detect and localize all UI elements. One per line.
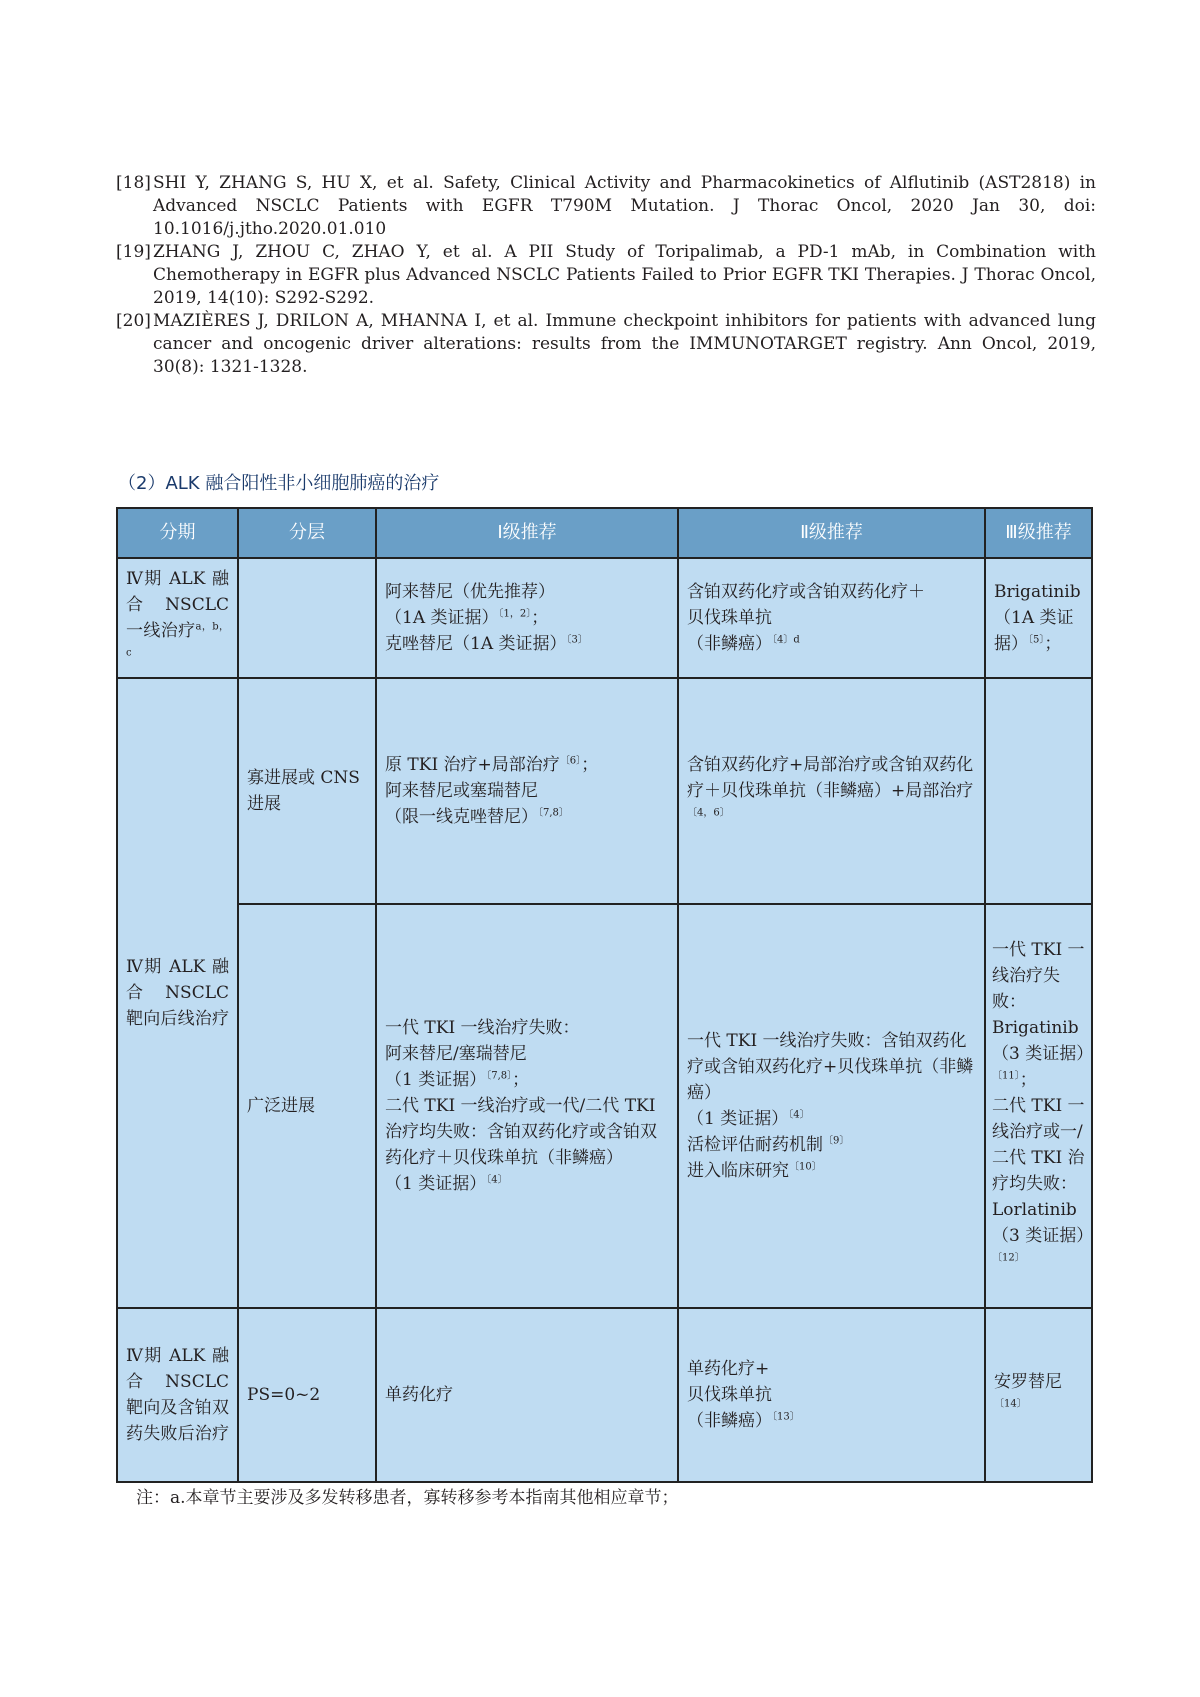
stage-cell (117, 558, 238, 678)
header-level3: Ⅲ级推荐 (985, 508, 1092, 558)
cell-line: 贝伐珠单抗 (687, 1385, 772, 1405)
reference-number: [20] (116, 311, 151, 331)
cell-line: （非鳞癌）$^{〔13〕}$ (687, 1411, 800, 1431)
cell-line: 一代 TKI 一线治疗失败：Brigatinib（3 类证据）$^{〔11〕}$； (992, 940, 1094, 1090)
level2-cell (678, 558, 985, 678)
reference-item (116, 241, 1096, 310)
cell-line: 进入临床研究$^{〔10〕}$ (687, 1161, 822, 1181)
cell-line: 二代 TKI 一线治疗或一代/二代 TKI 治疗均失败：含铂双药化疗或含铂双药化疗＋贝伐珠单抗（非鳞癌） (385, 1096, 657, 1168)
level1-cell (376, 1308, 678, 1482)
stage-cell (117, 678, 238, 1308)
layer-cell: 寡进展或 CNS 进展 (238, 678, 376, 904)
table-row (117, 558, 1092, 678)
header-level2: Ⅱ级推荐 (678, 508, 985, 558)
reference-number: [19] (116, 242, 151, 262)
section-title: （2）ALK 融合阳性非小细胞肺癌的治疗 (118, 473, 440, 494)
level2-cell (678, 904, 985, 1308)
cell-line: （1 类证据）$^{〔7,8〕}$； (385, 1070, 530, 1090)
table-header-row (117, 508, 1092, 558)
table-note: 注：a.本章节主要涉及多发转移患者，寡转移参考本指南其他相应章节； (136, 1488, 679, 1508)
reference-text: ZHANG J, ZHOU C, ZHAO Y, et al. A PII Study of Toripalimab, a PD-1 mAb, in Combination with Chemotherapy in EGFR plus Advanced NSCLC Patients Failed to Prior EGFR TKI Therapies. J Thorac Oncol, 2019, 14(10): S292-S292. (153, 242, 1096, 308)
header-layer: 分层 (238, 508, 376, 558)
cell-line: 活检评估耐药机制$^{〔9〕}$ (687, 1135, 850, 1155)
stage-text: Ⅳ期 ALK 融合 NSCLC 一线治疗$^{a,b,c}$ (126, 569, 229, 659)
level3-cell (985, 1308, 1092, 1482)
reference-number: [18] (116, 173, 151, 193)
cell-line: （限一线克唑替尼）$^{〔7,8〕}$ (385, 807, 569, 827)
cell-line: 一代 TKI 一线治疗失败：含铂双药化疗或含铂双药化疗+贝伐珠单抗（非鳞癌） (687, 1031, 974, 1103)
stage-text: Ⅳ期 ALK 融合 NSCLC 靶向及含铂双药失败后治疗 (126, 1346, 229, 1444)
cell-line: （1 类证据）$^{〔4〕}$ (687, 1109, 810, 1129)
cell-line: 安罗替尼$^{〔14〕}$ (994, 1372, 1062, 1410)
level1-cell (376, 558, 678, 678)
layer-cell: PS=0~2 (238, 1308, 376, 1482)
cell-line: Brigatinib（1A 类证据）$^{〔5〕}$； (994, 582, 1081, 654)
table-row (117, 1308, 1092, 1482)
cell-line: 二代 TKI 一线治疗或一/二代 TKI 治疗均失败：Lorlatinib（3 类证据）$^{〔12〕}$ (992, 1096, 1094, 1264)
reference-text: MAZIÈRES J, DRILON A, MHANNA I, et al. Immune checkpoint inhibitors for patients with advanced lung cancer and oncogenic driver alterations: results from the IMMUNOTARGET registry. Ann Oncol, 2019, 30(8): 1321-1328. (153, 311, 1096, 377)
reference-item (116, 310, 1096, 379)
table-row (117, 904, 1092, 1308)
cell-line: 一代 TKI 一线治疗失败： (385, 1018, 580, 1038)
level2-cell (678, 1308, 985, 1482)
cell-line: 原 TKI 治疗+局部治疗$^{〔6〕}$； (385, 755, 599, 775)
level3-cell (985, 904, 1092, 1308)
cell-line: 阿来替尼（优先推荐） (385, 582, 555, 602)
cell-line: （1A 类证据）$^{〔1,2〕}$； (385, 608, 549, 628)
cell-line: 单药化疗 (385, 1385, 453, 1405)
cell-line: 含铂双药化疗或含铂双药化疗＋ (687, 582, 925, 602)
layer-cell: 广泛进展 (238, 904, 376, 1308)
cell-line: 阿来替尼/塞瑞替尼 (385, 1044, 527, 1064)
cell-line: 单药化疗+ (687, 1359, 770, 1379)
level1-cell (376, 904, 678, 1308)
level3-cell (985, 678, 1092, 904)
cell-line: 阿来替尼或塞瑞替尼 (385, 781, 538, 801)
stage-text: Ⅳ期 ALK 融合 NSCLC 靶向后线治疗 (126, 957, 229, 1029)
reference-list (116, 172, 1096, 379)
treatment-table (116, 507, 1093, 1483)
cell-line: 贝伐珠单抗 (687, 608, 772, 628)
reference-text: SHI Y, ZHANG S, HU X, et al. Safety, Clinical Activity and Pharmacokinetics of Alflutinib (AST2818) in Advanced NSCLC Patients with EGFR T790M Mutation. J Thorac Oncol, 2020 Jan 30, doi: 10.1016/j.jtho.2020.01.010 (153, 173, 1096, 239)
level2-cell (678, 678, 985, 904)
level1-cell (376, 678, 678, 904)
stage-cell (117, 1308, 238, 1482)
table-row (117, 678, 1092, 904)
layer-cell (238, 558, 376, 678)
level3-cell (985, 558, 1092, 678)
cell-line: 克唑替尼（1A 类证据）$^{〔3〕}$ (385, 634, 588, 654)
cell-line: 含铂双药化疗+局部治疗或含铂双药化疗＋贝伐珠单抗（非鳞癌）+局部治疗$^{〔4,6〕}$ (687, 755, 974, 819)
cell-line: （1 类证据）$^{〔4〕}$ (385, 1174, 508, 1194)
header-stage: 分期 (117, 508, 238, 558)
reference-item (116, 172, 1096, 241)
header-level1: Ⅰ级推荐 (376, 508, 678, 558)
cell-line: （非鳞癌）$^{〔4〕d}$ (687, 634, 800, 654)
